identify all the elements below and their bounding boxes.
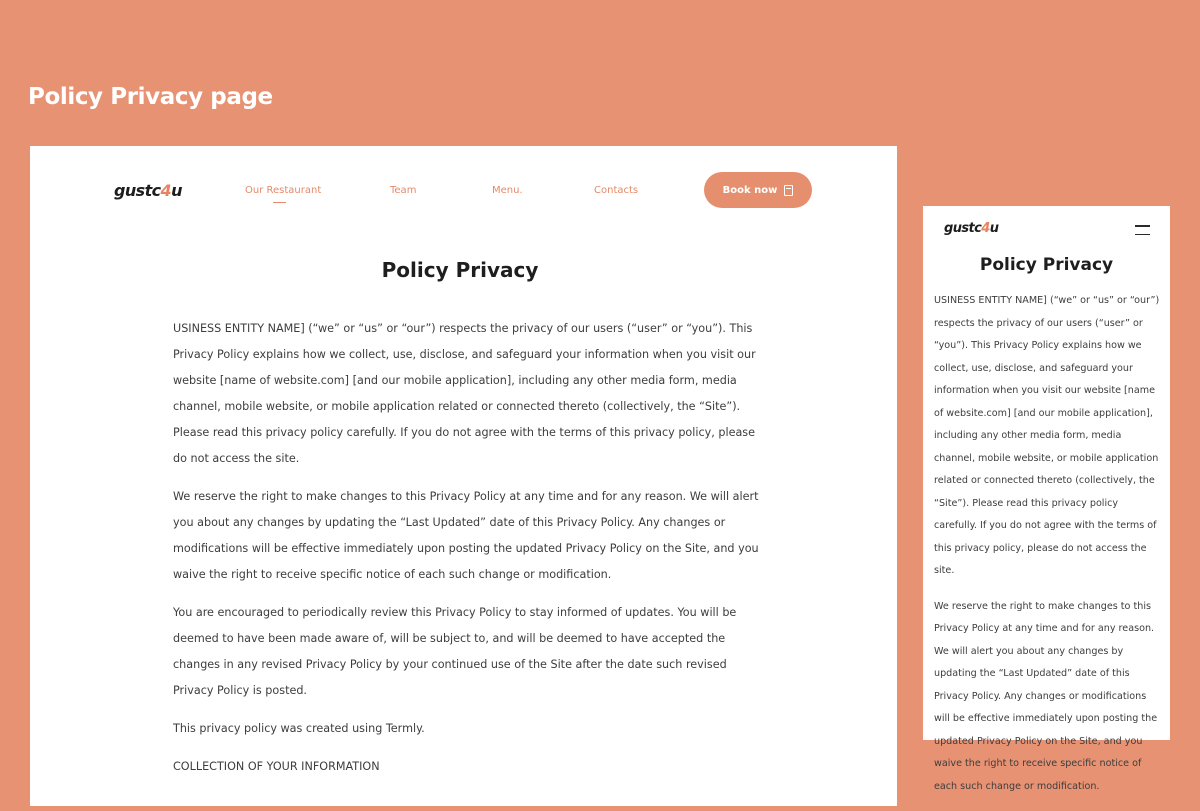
policy-paragraph: USINESS ENTITY NAME] (“we” or “us” or “our”) respects the privacy of our users (“user” or “you”). This Privacy Policy explains how we collect, use, disclose, and safeguard your information when you visit our website [name of website.com] [and our mobile application], including any other media form, media channel, mobile website, or mobile application related or connected thereto (collectively, the “Site”). Please read this privacy policy carefully. If you do not agree with the terms of this privacy policy, please do not access the site. [173, 322, 756, 465]
desktop-mockup [30, 146, 897, 806]
hamburger-menu-icon[interactable] [1135, 225, 1150, 235]
policy-paragraph: We reserve the right to make changes to this Privacy Policy at any time and for any reason. We will alert you about any changes by updating the “Last Updated” date of this Privacy Policy. Any changes or modifications will be effective immediately upon posting the updated Privacy Policy on the Site, and you waive the right to receive specific notice of each such change or modification. [173, 490, 759, 581]
nav-item-contacts[interactable]: Contacts [594, 185, 639, 196]
page-title: Policy Privacy [979, 255, 1114, 275]
nav-item-team[interactable]: Team [390, 185, 417, 196]
nav-item-our-restaurant[interactable]: Our Restaurant [245, 185, 322, 196]
policy-paragraph: We reserve the right to make changes to this Privacy Policy at any time and for any reason. We will alert you about any changes by updating the “Last Updated” date of this Privacy Policy. Any changes or modifications will be effective immediately upon posting the updated Privacy Policy on the Site, and you waive the right to receive specific notice of each such change or modification. [934, 600, 1158, 792]
policy-section-heading: COLLECTION OF YOUR INFORMATION [173, 760, 380, 773]
nav-item-menu[interactable]: Menu. [492, 185, 523, 196]
policy-content [173, 316, 763, 792]
showcase-title: Policy Privacy page [28, 84, 273, 110]
policy-content [934, 290, 1164, 811]
policy-paragraph: This privacy policy was created using Termly. [173, 722, 425, 735]
brand-logo[interactable]: gustc4u [114, 181, 182, 200]
page-title: Policy Privacy [381, 258, 539, 282]
book-now-label: Book now [722, 184, 778, 196]
policy-paragraph: You are encouraged to periodically review this Privacy Policy to stay informed of updates. You will be deemed to have been made aware of, will be subject to, and will be deemed to have accepted the changes in any revised Privacy Policy by your continued use of the Site after the date such revised Privacy Policy is posted. [173, 606, 737, 697]
brand-logo[interactable]: gustc4u [944, 221, 999, 236]
book-now-button[interactable] [704, 172, 812, 208]
mobile-mockup [923, 206, 1170, 792]
policy-paragraph: USINESS ENTITY NAME] (“we” or “us” or “our”) respects the privacy of our users (“user” or “you”). This Privacy Policy explains how we collect, use, disclose, and safeguard your information when you visit our website [name of website.com] [and our mobile application], including any other media form, media channel, mobile website, or mobile application related or connected thereto (collectively, the “Site”). Please read this privacy policy carefully. If you do not agree with the terms of this privacy policy, please do not access the site. [934, 295, 1160, 576]
book-icon [784, 185, 793, 196]
active-nav-indicator [273, 202, 286, 203]
